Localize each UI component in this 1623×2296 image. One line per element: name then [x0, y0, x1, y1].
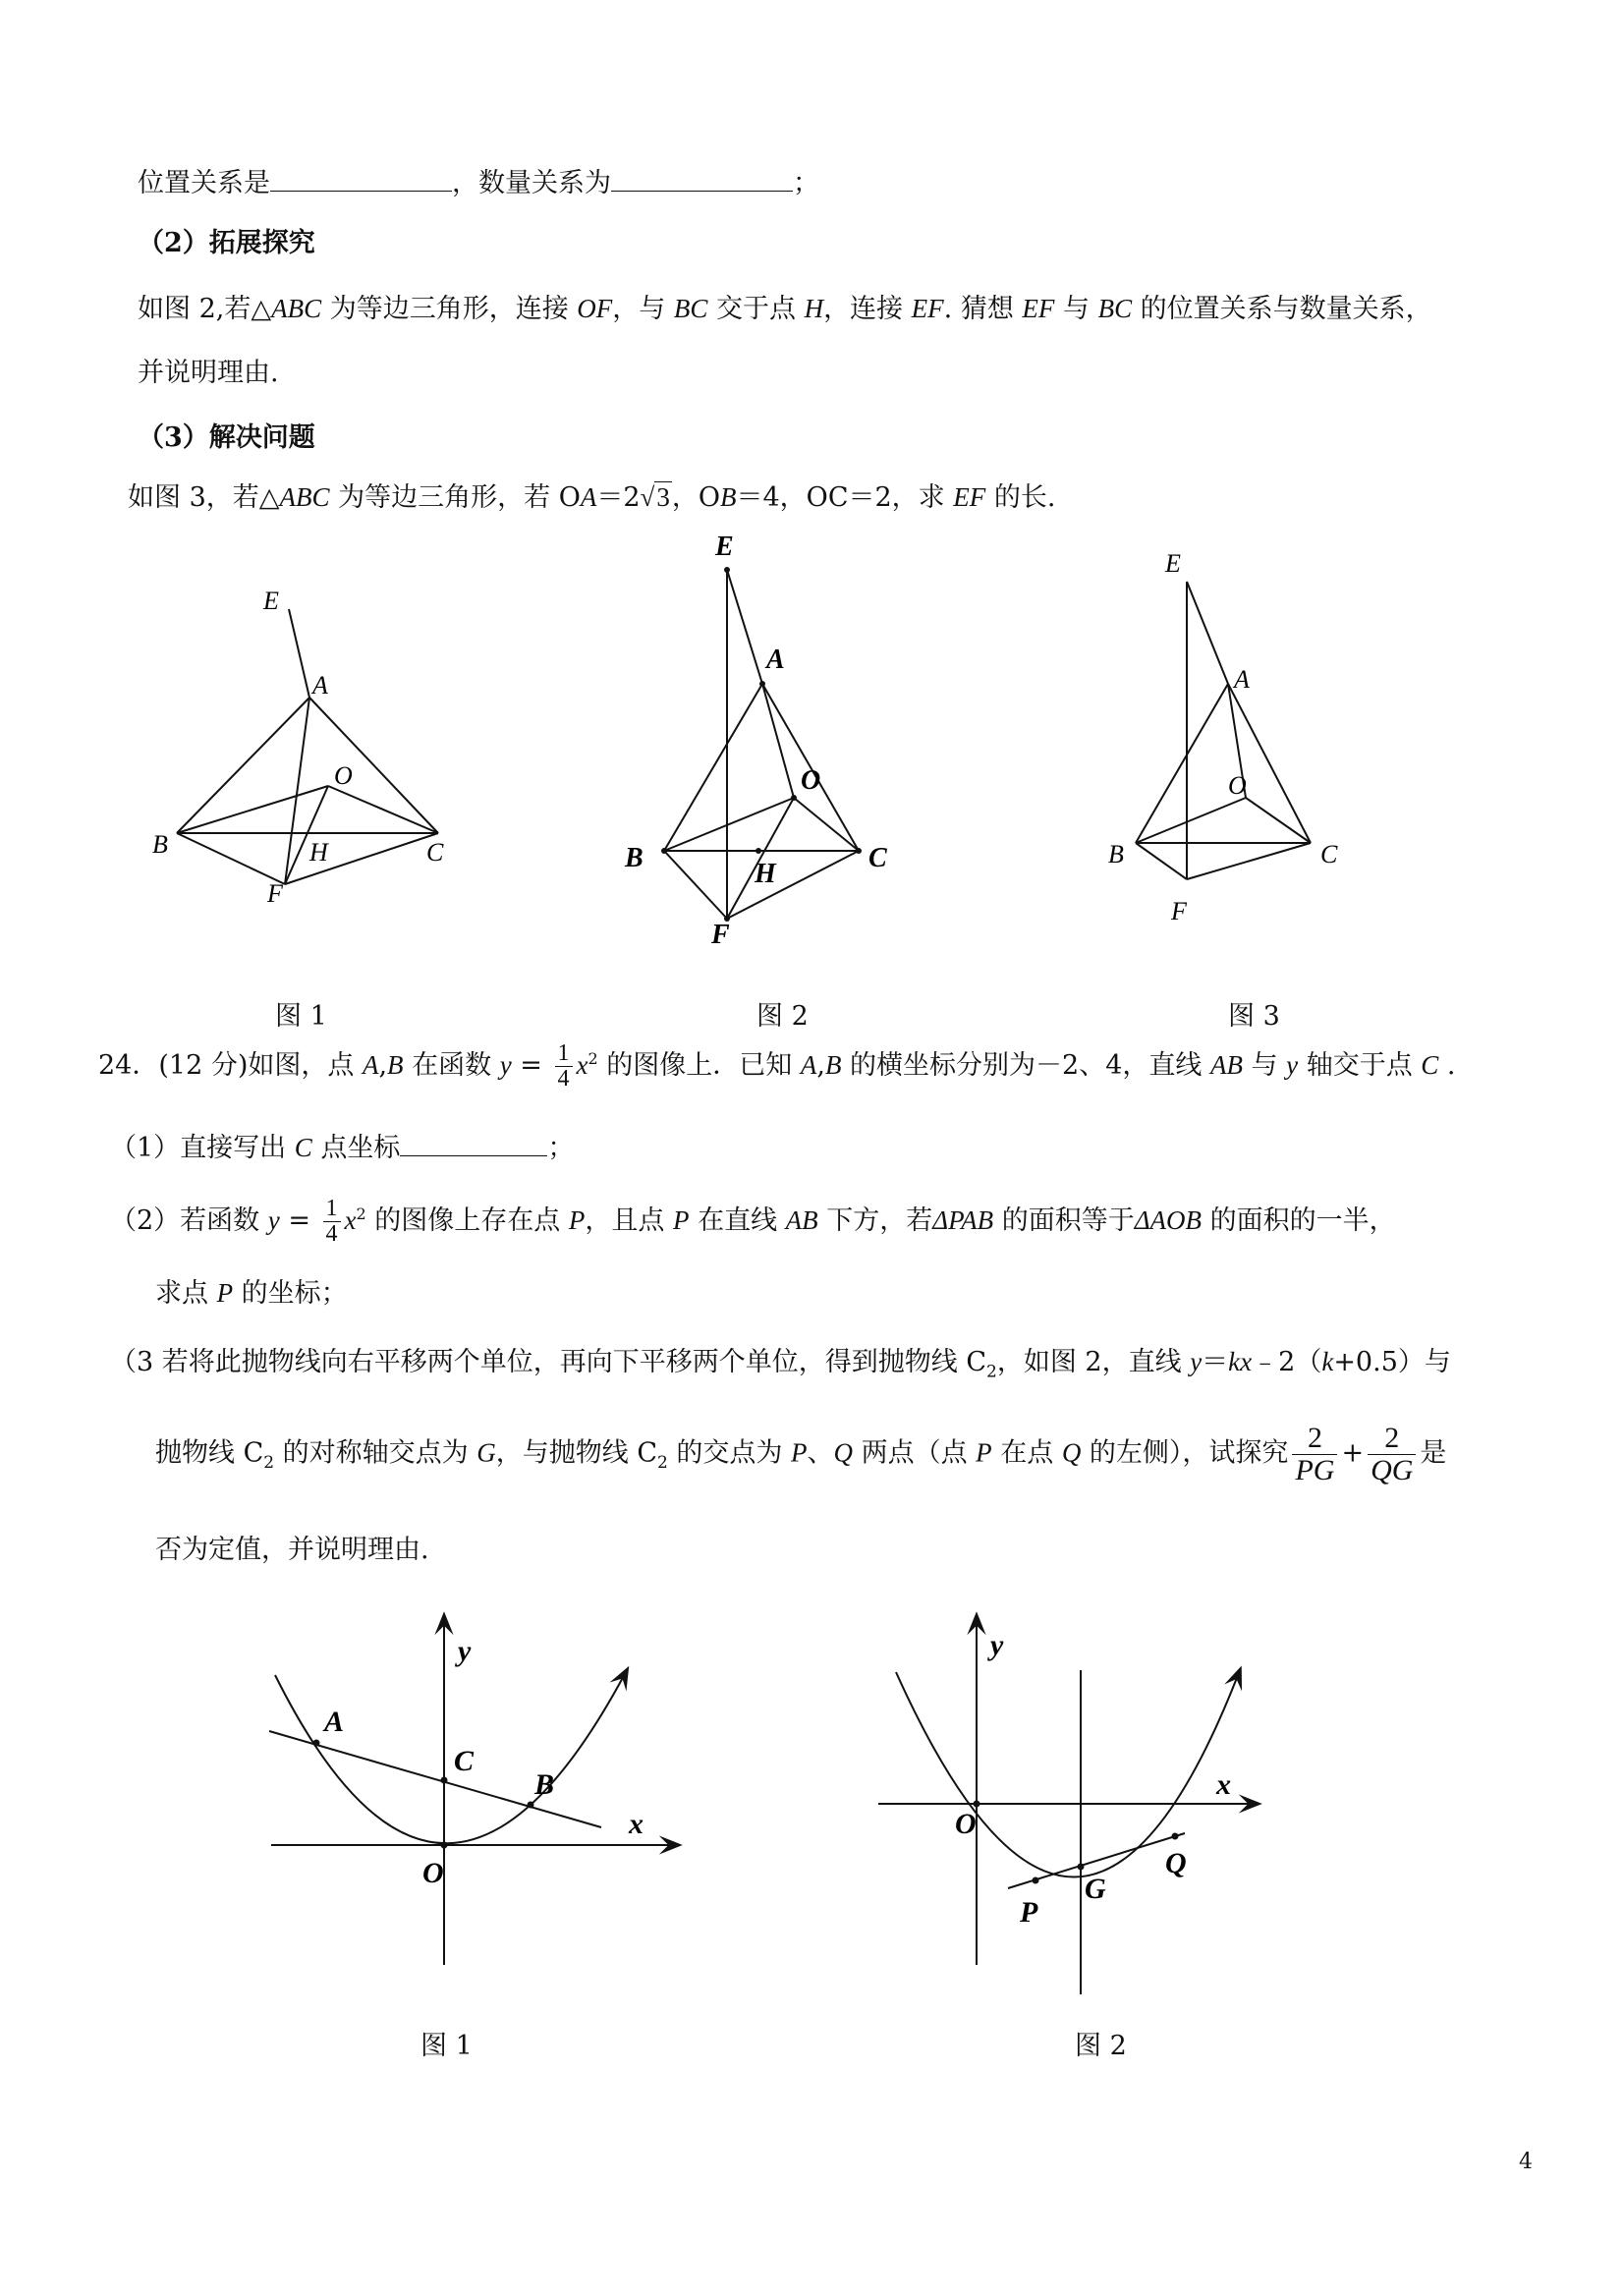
fig3-label-E: E: [1165, 549, 1181, 578]
part2-paragraph-line2: 并说明理由.: [138, 358, 279, 388]
fraction-one-quarter: $\frac{1}{4}$: [323, 1197, 341, 1247]
fig2-label-A: A: [766, 644, 785, 675]
fig3-label-A: A: [1234, 665, 1250, 694]
text: ；: [793, 168, 819, 198]
q24-fig1-label-B: B: [534, 1768, 555, 1801]
fig2-label-H: H: [755, 859, 776, 889]
fraction-one-quarter: $\frac{1}{4}$: [555, 1041, 573, 1092]
fig2-label-F: F: [711, 920, 730, 950]
fig2-label-E: E: [715, 532, 734, 562]
part2-paragraph-line1: 如图 2,若△ABC 为等边三角形，连接 OF，与 BC 交于点 H，连接 EF. 猜想 EF 与 BC 的位置关系与数量关系，: [138, 294, 1432, 324]
q24-part3-line3: 否为定值，并说明理由.: [155, 1535, 429, 1565]
fig3-label-C: C: [1320, 840, 1338, 868]
q24-fig1-label-C: C: [454, 1745, 475, 1777]
q23-fig2-caption: 图 2: [756, 1001, 809, 1032]
fig2-label-B: B: [625, 843, 644, 873]
q24-header: 24．(12 分)如图，点 A,B 在函数 y = $\frac{1}{4}$ $x^2$ 的图像上．已知 A,B 的横坐标分别为－2、4，直线 AB 与 y 轴交于点 C .: [98, 1040, 1456, 1092]
fig1-label-B: B: [152, 830, 168, 859]
q24-fig1-label-A: A: [324, 1706, 345, 1738]
fig3-label-F: F: [1171, 897, 1187, 925]
q24-fig2-label-y: y: [990, 1629, 1004, 1661]
q23-fig3-caption: 图 3: [1228, 1001, 1280, 1032]
part3-paragraph: 如图 3，若△ABC 为等边三角形，若 OA＝2√3，OB＝4，OC＝2，求 EF 的长.: [128, 482, 1056, 513]
fig1-label-C: C: [426, 838, 444, 867]
fig2-label-C: C: [868, 843, 887, 873]
fig3-label-B: B: [1108, 840, 1124, 868]
fig1-label-A: A: [312, 671, 328, 700]
q23-fig1-caption: 图 1: [275, 1001, 327, 1032]
q24-part1: （1）直接写出 C 点坐标 ；: [110, 1130, 574, 1164]
q24-part2-line1: （2）若函数 y = $\frac{1}{4}$ $x^2$ 的图像上存在点 P，且点 P 在直线 AB 下方，若ΔPAB 的面积等于ΔAOB 的面积的一半，: [110, 1196, 1396, 1248]
text: 位置关系是: [138, 168, 270, 198]
fig1-label-F: F: [267, 879, 283, 908]
q24-fig1-label-y: y: [458, 1635, 472, 1667]
q24-part3-line2: 抛物线 $C_2$ 的对称轴交点为 G，与抛物线 $C_2$ 的交点为 P、Q 两点（点 P 在点 Q 的左侧），试探究 $\frac{2}{PG}$ + $\frac{2}{QG}$ 是: [155, 1422, 1447, 1486]
sqrt-3: √3: [640, 482, 670, 512]
page-number: 4: [1519, 2150, 1533, 2174]
fig1-label-H: H: [309, 838, 328, 867]
fraction-2-over-pg: $\frac{2}{PG}$: [1292, 1423, 1337, 1485]
q24-fig1-caption: 图 1: [420, 2031, 473, 2061]
q24-fig2-caption: 图 2: [1075, 2031, 1127, 2061]
q24-fig1-label-O: O: [422, 1857, 444, 1889]
q24-fig2-label-Q: Q: [1165, 1847, 1187, 1879]
fig2-label-O: O: [801, 765, 821, 796]
part2-title: （2）拓展探究: [138, 228, 315, 258]
fig1-label-E: E: [263, 587, 279, 615]
fig1-label-O: O: [334, 761, 353, 790]
q24-fig2-label-x: x: [1216, 1768, 1231, 1801]
q24-part3-line1: （3 若将此抛物线向右平移两个单位，再向下平移两个单位，得到抛物线 $C_2$，如图 2，直线 y＝kx﹣2（k+0.5）与: [110, 1347, 1451, 1382]
q24-fig2-label-G: G: [1085, 1873, 1106, 1905]
fig3-label-O: O: [1228, 771, 1247, 800]
text: ，数量关系为: [452, 168, 611, 198]
fraction-2-over-qg: $\frac{2}{QG}$: [1368, 1423, 1416, 1485]
q24-fig2-label-P: P: [1020, 1896, 1038, 1929]
q24-fig1-label-x: x: [629, 1808, 644, 1840]
q24-fig2-label-O: O: [955, 1808, 977, 1840]
part3-title: （3）解决问题: [138, 422, 315, 453]
q24-part2-line2: 求点 P 的坐标；: [155, 1278, 348, 1309]
